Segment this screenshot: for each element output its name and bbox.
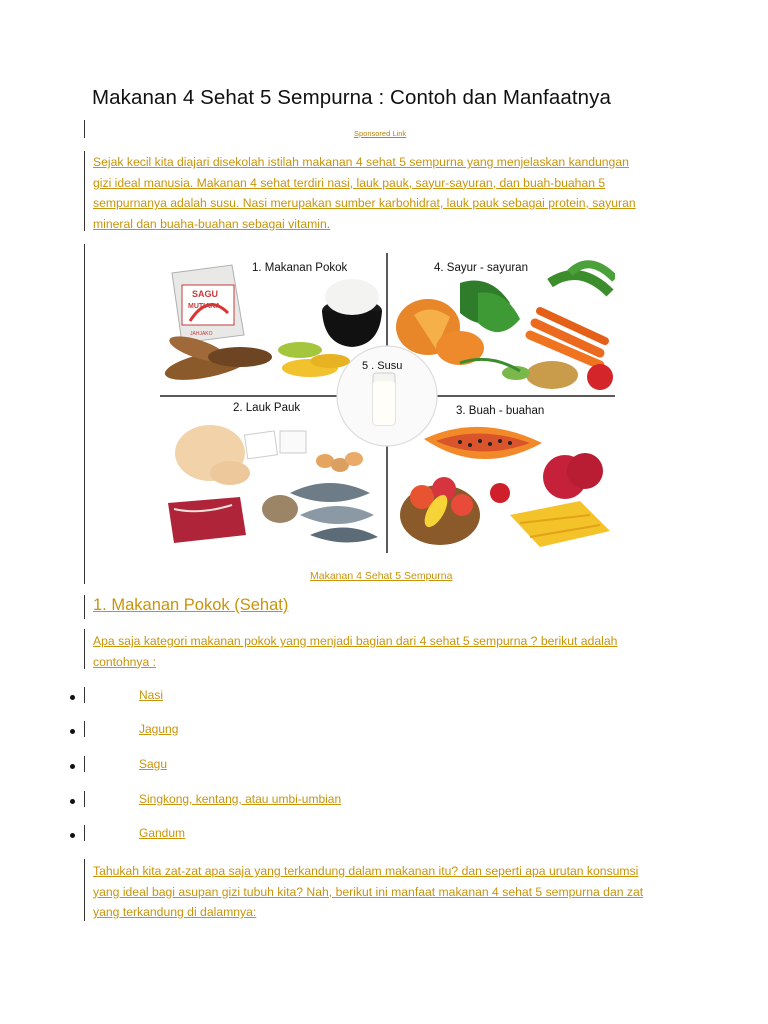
list-item	[0, 721, 768, 741]
page-title: Makanan 4 Sehat 5 Sempurna : Contoh dan Manfaatnya	[92, 86, 611, 109]
quote-bar	[84, 756, 85, 772]
figure-caption[interactable]: Makanan 4 Sehat 5 Sempurna	[310, 570, 453, 582]
quote-bar	[84, 825, 85, 841]
quote-bar	[84, 120, 85, 138]
list-item-link[interactable]: Jagung	[139, 722, 179, 736]
closing-line: yang terkandung di dalamnya:	[93, 905, 257, 919]
label-side-dishes: 2. Lauk Pauk	[233, 402, 301, 414]
quote-bar	[84, 595, 85, 619]
bullet-icon	[70, 695, 75, 700]
intro-line: Sejak kecil kita diajari disekolah istilah makanan 4 sehat 5 sempurna yang menjelaskan kandungan	[93, 155, 629, 169]
label-staple: 1. Makanan Pokok	[252, 262, 348, 274]
label-vegetables: 4. Sayur - sayuran	[434, 262, 528, 274]
quote-bar	[84, 629, 85, 669]
intro-line: gizi ideal manusia. Makanan 4 sehat terdiri nasi, lauk pauk, sayur-sayuran, dan buah-buahan 5	[93, 175, 606, 190]
intro-paragraph[interactable]	[93, 152, 683, 234]
quote-bar	[84, 791, 85, 807]
label-milk: 5 . Susu	[362, 360, 403, 372]
closing-line: Tahukah kita zat-zat apa saja yang terkandung dalam makanan itu? dan seperti apa urutan konsumsi	[93, 864, 639, 878]
sack-text: JAHJAKO	[190, 331, 213, 337]
sack-text: SAGU	[192, 289, 219, 299]
intro-line: mineral dan buaha-buahan sebagai vitamin.	[93, 216, 331, 231]
list-item	[0, 791, 768, 811]
question-line: contohnya :	[93, 654, 157, 669]
section-heading[interactable]: 1. Makanan Pokok (Sehat)	[93, 596, 289, 614]
list-item	[0, 687, 768, 707]
sack-text: MUTIARA	[188, 303, 221, 310]
list-item	[0, 756, 768, 776]
bullet-icon	[70, 764, 75, 769]
question-line: Apa saja kategori makanan pokok yang menjadi bagian dari 4 sehat 5 sempurna ? berikut adalah	[93, 634, 618, 648]
quote-bar	[84, 687, 85, 703]
list-item-link[interactable]: Sagu	[139, 757, 168, 771]
list-item-link[interactable]: Nasi	[139, 688, 164, 702]
bullet-icon	[70, 833, 75, 838]
list-item-link[interactable]: Singkong, kentang, atau umbi-umbian	[139, 792, 342, 806]
quote-bar	[84, 244, 85, 584]
quote-bar	[84, 151, 85, 231]
bullet-icon	[70, 729, 75, 734]
closing-line: yang ideal bagi asupan gizi tubuh kita? Nah, berikut ini manfaat makanan 4 sehat 5 sempurna dan zat	[93, 884, 644, 899]
closing-paragraph[interactable]	[93, 861, 683, 923]
intro-line: sempurnanya adalah susu. Nasi merupakan sumber karbohidrat, lauk pauk sebagai protein, sayuran	[93, 196, 636, 210]
food-groups-image	[160, 253, 615, 553]
sponsored-link[interactable]: Sponsored Link	[354, 129, 407, 138]
bullet-icon	[70, 799, 75, 804]
list-item-link[interactable]: Gandum	[139, 826, 186, 840]
quote-bar	[84, 721, 85, 737]
quote-bar	[84, 859, 85, 921]
list-item	[0, 825, 768, 845]
label-fruits: 3. Buah - buahan	[456, 405, 545, 417]
question-paragraph[interactable]	[93, 631, 683, 672]
